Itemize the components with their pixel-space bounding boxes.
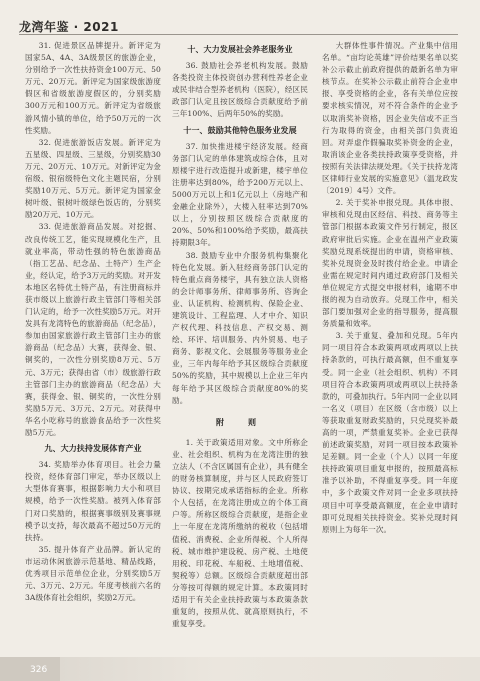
- page-number: 326: [30, 665, 48, 675]
- section-heading: 十、大力发展社会养老服务业: [187, 45, 293, 54]
- text-column-1: [25, 40, 161, 650]
- paragraph: 35. 提升体育产业品牌。新认定的市运动休闲旅游示范基地、精品线路，优秀项目示范单位企业，分别奖励5万元、3万元、2万元。年度考核前六名的3A级体育社会组织，奖励2万元。: [25, 544, 161, 603]
- paragraph: 1. 关于政策适用对象。文中所称企业、社会组织、机构为在龙湾注册的独立法人（不含区属国有企业），具有健全的财务核算制度，并与区人民政府签订协议、按期完成承诺指标的企业。所称个人包括，在龙湾注册成立的个体工商户等。所称区级综合贡献度，是指企业上一年度在龙湾所缴纳的税收（包括增值税、消费税、企业所得税、个人所得税、城市维护建设税、房产税、土地使用税、印花税、车船税、土地增值税、契税等）总额。区级综合贡献度超出部分等按可得额的规定计算。本政策同时适用于有关企业扶持政策与本政策条款重复的，按照从优、就高原则执行，不重复享受。: [172, 437, 308, 629]
- paragraph: 31. 促进景区品牌提升。新评定为国家5A、4A、3A级景区的旅游企业，分别给予一次性扶持资金100万元、50万元、20万元。新评定为国家级旅游度假区和省级旅游度假区的，分别奖励300万元和100万元。新评定为省级旅游风情小镇的单位，给予50万元的一次性奖励。: [25, 41, 161, 135]
- paragraph: 33. 促进旅游商品发展。对挖掘、改良传统工艺，能实现规模化生产，且就业率高，带动性强的特色旅游商品（指工艺品、纪念品、土特产）生产企业，经认定，给予3万元的奖励。对开发本地区名特优土特产品，有注册商标并获市级以上旅游行政主管部门等相关部门认定的，给予一次性奖励5万元。对开发具有龙湾特色的旅游商品（纪念品），参加由国家旅游行政主管部门主办的旅游商品（纪念品）大赛，获得金、银、铜奖的，一次性分别奖励8万元、5万元、3万元；获得由省（市）级旅游行政主管部门主办的旅游商品（纪念品）大赛，获得金、银、铜奖的，一次性分别奖励5万元、3万元、2万元。对获得中华名小吃称号的旅游食品给予一次性奖励5万元。: [25, 222, 161, 437]
- paragraph: 3. 关于重复、叠加和兑现。5年内同一项目符合本政策两项或两项以上扶持条款的，可执行最高额，但不重复享受。同一企业（社会组织、机构）不同项目符合本政策两项或两项以上扶持条款的，可叠加执行。5年内同一企业以同一名义（项目）在区级（含市级）以上等获取重复财政奖励的，只兑现奖补最高的一项，严禁重复奖补。企业已获得前述政策奖励，对同一项目按本政策补足差额。同一企业（个人）以同一年度扶持政策项目重复申报的，按照最高标准予以补助，不得重复享受。同一年度中，多个政策文件对同一企业多项扶持项目中可享受最高额度，在企业申请时即可兑现相关扶持资金。奖补兑现时间原则上为每年一次。: [322, 331, 458, 534]
- section-heading: 九、大力扶持发展体育产业: [44, 444, 142, 454]
- running-header: 龙湾年鉴 · 2021: [19, 20, 119, 34]
- paragraph: 大群体性事件情况。产业集中信用名单。“亩均论英雄”评价结果名单以奖补公示截止前政府提供的最新名单为审核节点。在奖补公示截止前符合企业申报、享受资格的企业，各有关单位应按要求核实情况，对不符合条件的企业予以取消奖补资格，因企业失信或不正当行为取得的资金，由相关部门负责追回。对弄虚作假骗取奖补资金的企业，取消该企业各类扶持政策享受资格，并按照有关法律法规处理。《关于扶持龙湾区律师行业发展的实施意见》（温龙政发〔2019〕4号）文件。: [322, 41, 458, 196]
- text-column-2: [172, 40, 308, 650]
- footer-band: [0, 657, 480, 681]
- section-heading: 十一、鼓励其他特色服务业发展: [183, 125, 297, 135]
- section-heading: 附 则: [216, 417, 264, 427]
- text-column-3: [322, 40, 458, 650]
- paragraph: 2. 关于奖补申报兑现。具体申报、审核和兑现由区经信、科技、商务等主管部门根据本政策文件另行制定，报区政府审批后实施。企业在温州产业政策奖励兑现系统提出的申请，资格审核、奖补兑现资金及时拨付给企业。申请企业需在规定时间内通过政府部门及相关单位规定方式提交申报材料，逾期不申报的视为自动放弃。兑现工作中，相关部门要加强对企业的指导服务，提高服务质量和效率。: [322, 198, 458, 329]
- paragraph: 32. 促进旅游饭店发展。新评定为五星级、四星级、三星级，分别奖励30万元、20万元、10万元。对新评定为金宿级、银宿级特色文化主题民宿，分别奖励10万元、5万元。新评定为国家金树叶级、银树叶级绿色饭店的，分别奖励20万元、10万元。: [25, 137, 161, 220]
- header-rule: [19, 34, 458, 35]
- paragraph: 36. 鼓励社会养老机构发展。鼓励各类投资主体投资创办营利性养老企业或民非结合型养老机构（医院），经区民政部门认定且按区级综合贡献度给予前三年100%、后两年50%的奖励。: [172, 61, 308, 119]
- paragraph: 38. 鼓励专业中介服务机构集聚化特色化发展。新入驻经商务部门认定的特色重点商务楼宇，具有独立法人资格的会计师事务所、律师事务所、咨询企业、认证机构、检测机构、保险企业、建筑设计、工程监理、人才中介、知识产权代理、科技信息、产权交易、测绘、环评、培训服务、内外贸易、电子商务、影视文化、会展服务等服务业企业，三年内每年给予其区级综合贡献度50%的奖励，其中规模以上企业三年内每年给予其区级综合贡献度80%的奖励。: [172, 250, 308, 405]
- paragraph: 37. 加快推进楼宇经济发展。经商务部门认定的单体建筑或综合体，且对原楼宇进行改造提升或新建，楼宇单位注册率达到80%，给予200万元以上、5000万元以上和1亿元以上（房地产和金融企业除外），大楼入驻率达到70%以上，分别按照区级综合贡献度的20%、50%和100%给予奖励，最高扶持期限3年。: [172, 141, 308, 248]
- paragraph: 34. 奖励举办体育项目。社会力量投资，经体育部门审定，举办区级以上大型体育赛事，根据影响力大小和项目规模，给予一次性奖励。被列入体育部门对口奖励的，根据赛事级别及赛事规模予以支持，每次最高不超过50万元的扶持。: [25, 460, 161, 542]
